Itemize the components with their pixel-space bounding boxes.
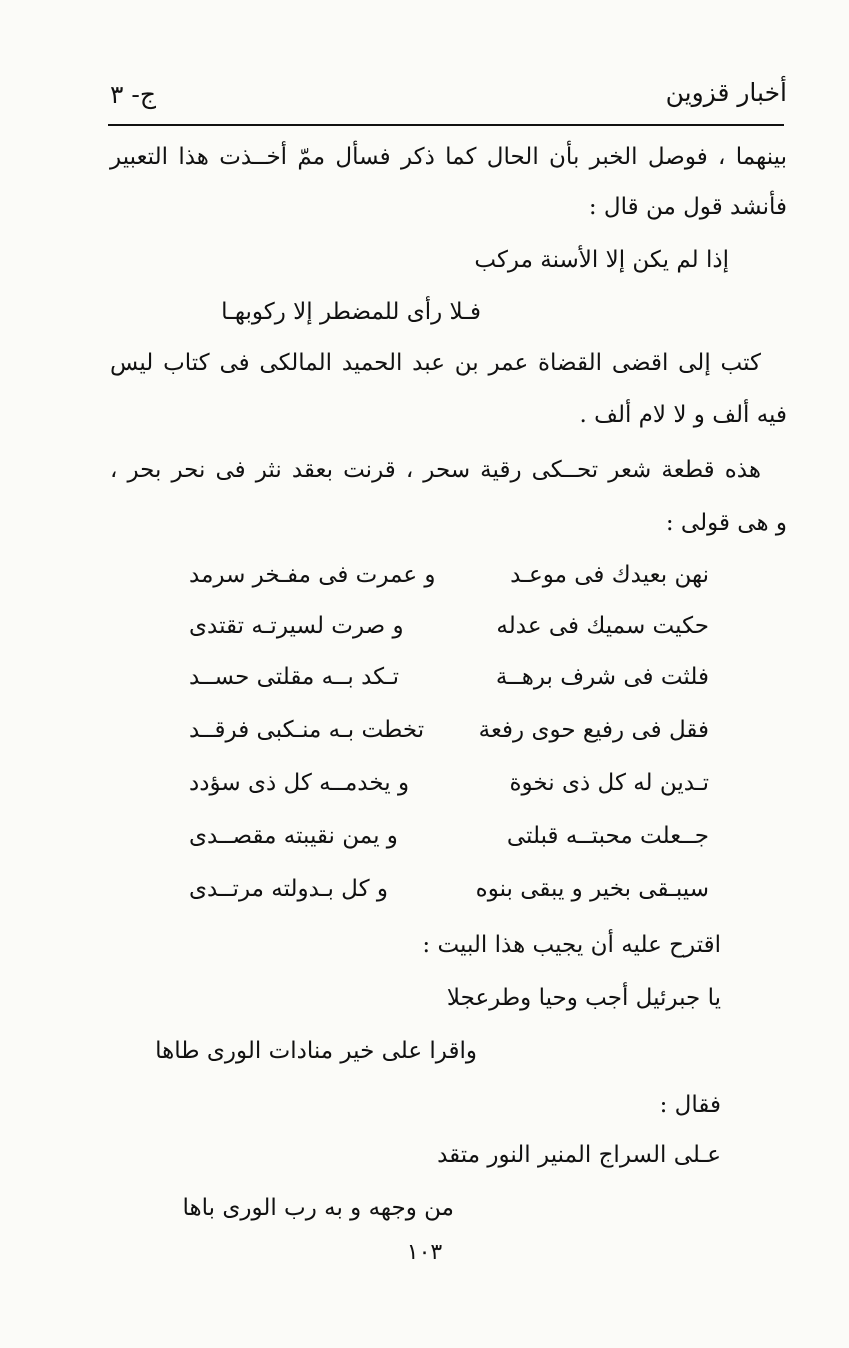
paragraph-line: كتب إلى اقضى القضاة عمر بن عبد الحميد المالكى فى كتاب ليس [110, 350, 761, 376]
paragraph-line: هذه قطعة شعر تحــكى رقية سحر ، قرنت بعقد نثر فى نحر بحر ، [110, 457, 761, 483]
poem-verse [189, 823, 709, 855]
paragraph-line: اقترح عليه أن يجيب هذا البيت : [422, 932, 721, 958]
paragraph-line: فأنشد قول من قال : [588, 194, 787, 220]
verse-hemistich-first: جــعلت محبتــه قبلتى [506, 823, 709, 849]
verse-hemistich-second: و كل بـدولته مرتــدى [189, 876, 388, 902]
poem-verse [189, 770, 709, 802]
paragraph-line: و هى قولى : [665, 510, 787, 536]
paragraph-line: فيه ألف و لا لام ألف . [579, 402, 787, 428]
verse-hemistich-second: و عمرت فى مفـخر سرمد [189, 562, 436, 588]
poem-verse [189, 613, 709, 645]
page-number: ١٠٣ [406, 1240, 443, 1265]
poem-verse [189, 717, 709, 749]
verse-hemistich-first: سيبـقى بخير و يبقى بنوه [475, 876, 709, 902]
verse-line: عـلى السراج المنير النور متقد [437, 1142, 721, 1168]
verse-hemistich-first: فلثت فى شرف برهــة [495, 664, 709, 690]
verse-hemistich-first: حكيت سميك فى عدله [496, 613, 709, 639]
paragraph-line: فقال : [659, 1092, 721, 1118]
verse-hemistich-second: و يخدمــه كل ذى سؤدد [189, 770, 410, 796]
poem-verse [189, 562, 709, 594]
paragraph-line: بينهما ، فوصل الخبر بأن الحال كما ذكر فسأل ممّ أخــذت هذا التعبير [110, 144, 787, 170]
verse-hemistich-second: تخطت بـه منـكبى فرقــد [189, 717, 425, 743]
verse-hemistich-second: و يمن نقيبته مقصــدى [189, 823, 398, 849]
verse-line: فـلا رأى للمضطر إلا ركوبهـا [221, 299, 481, 325]
poem-verse [189, 664, 709, 696]
running-title: أخبار قزوين [665, 78, 787, 107]
poem-verse [189, 876, 709, 908]
verse-hemistich-second: و صرت لسيرتـه تقتدى [189, 613, 404, 639]
verse-line: واقرا على خير منادات الورى طاها [155, 1038, 477, 1064]
header-rule [108, 124, 784, 126]
verse-hemistich-first: تـدين له كل ذى نخوة [509, 770, 709, 796]
volume-label: ج- ٣ [110, 80, 156, 109]
verse-hemistich-first: نهن بعيدك فى موعـد [510, 562, 709, 588]
verse-line: إذا لم يكن إلا الأسنة مركب [474, 247, 729, 273]
verse-line: من وجهه و به رب الورى باها [182, 1195, 454, 1221]
verse-hemistich-second: تـكد بــه مقلتى حســد [189, 664, 400, 690]
verse-line: يا جبرئيل أجب وحيا وطرعجلا [446, 985, 721, 1011]
verse-hemistich-first: فقل فى رفيع حوى رفعة [478, 717, 709, 743]
